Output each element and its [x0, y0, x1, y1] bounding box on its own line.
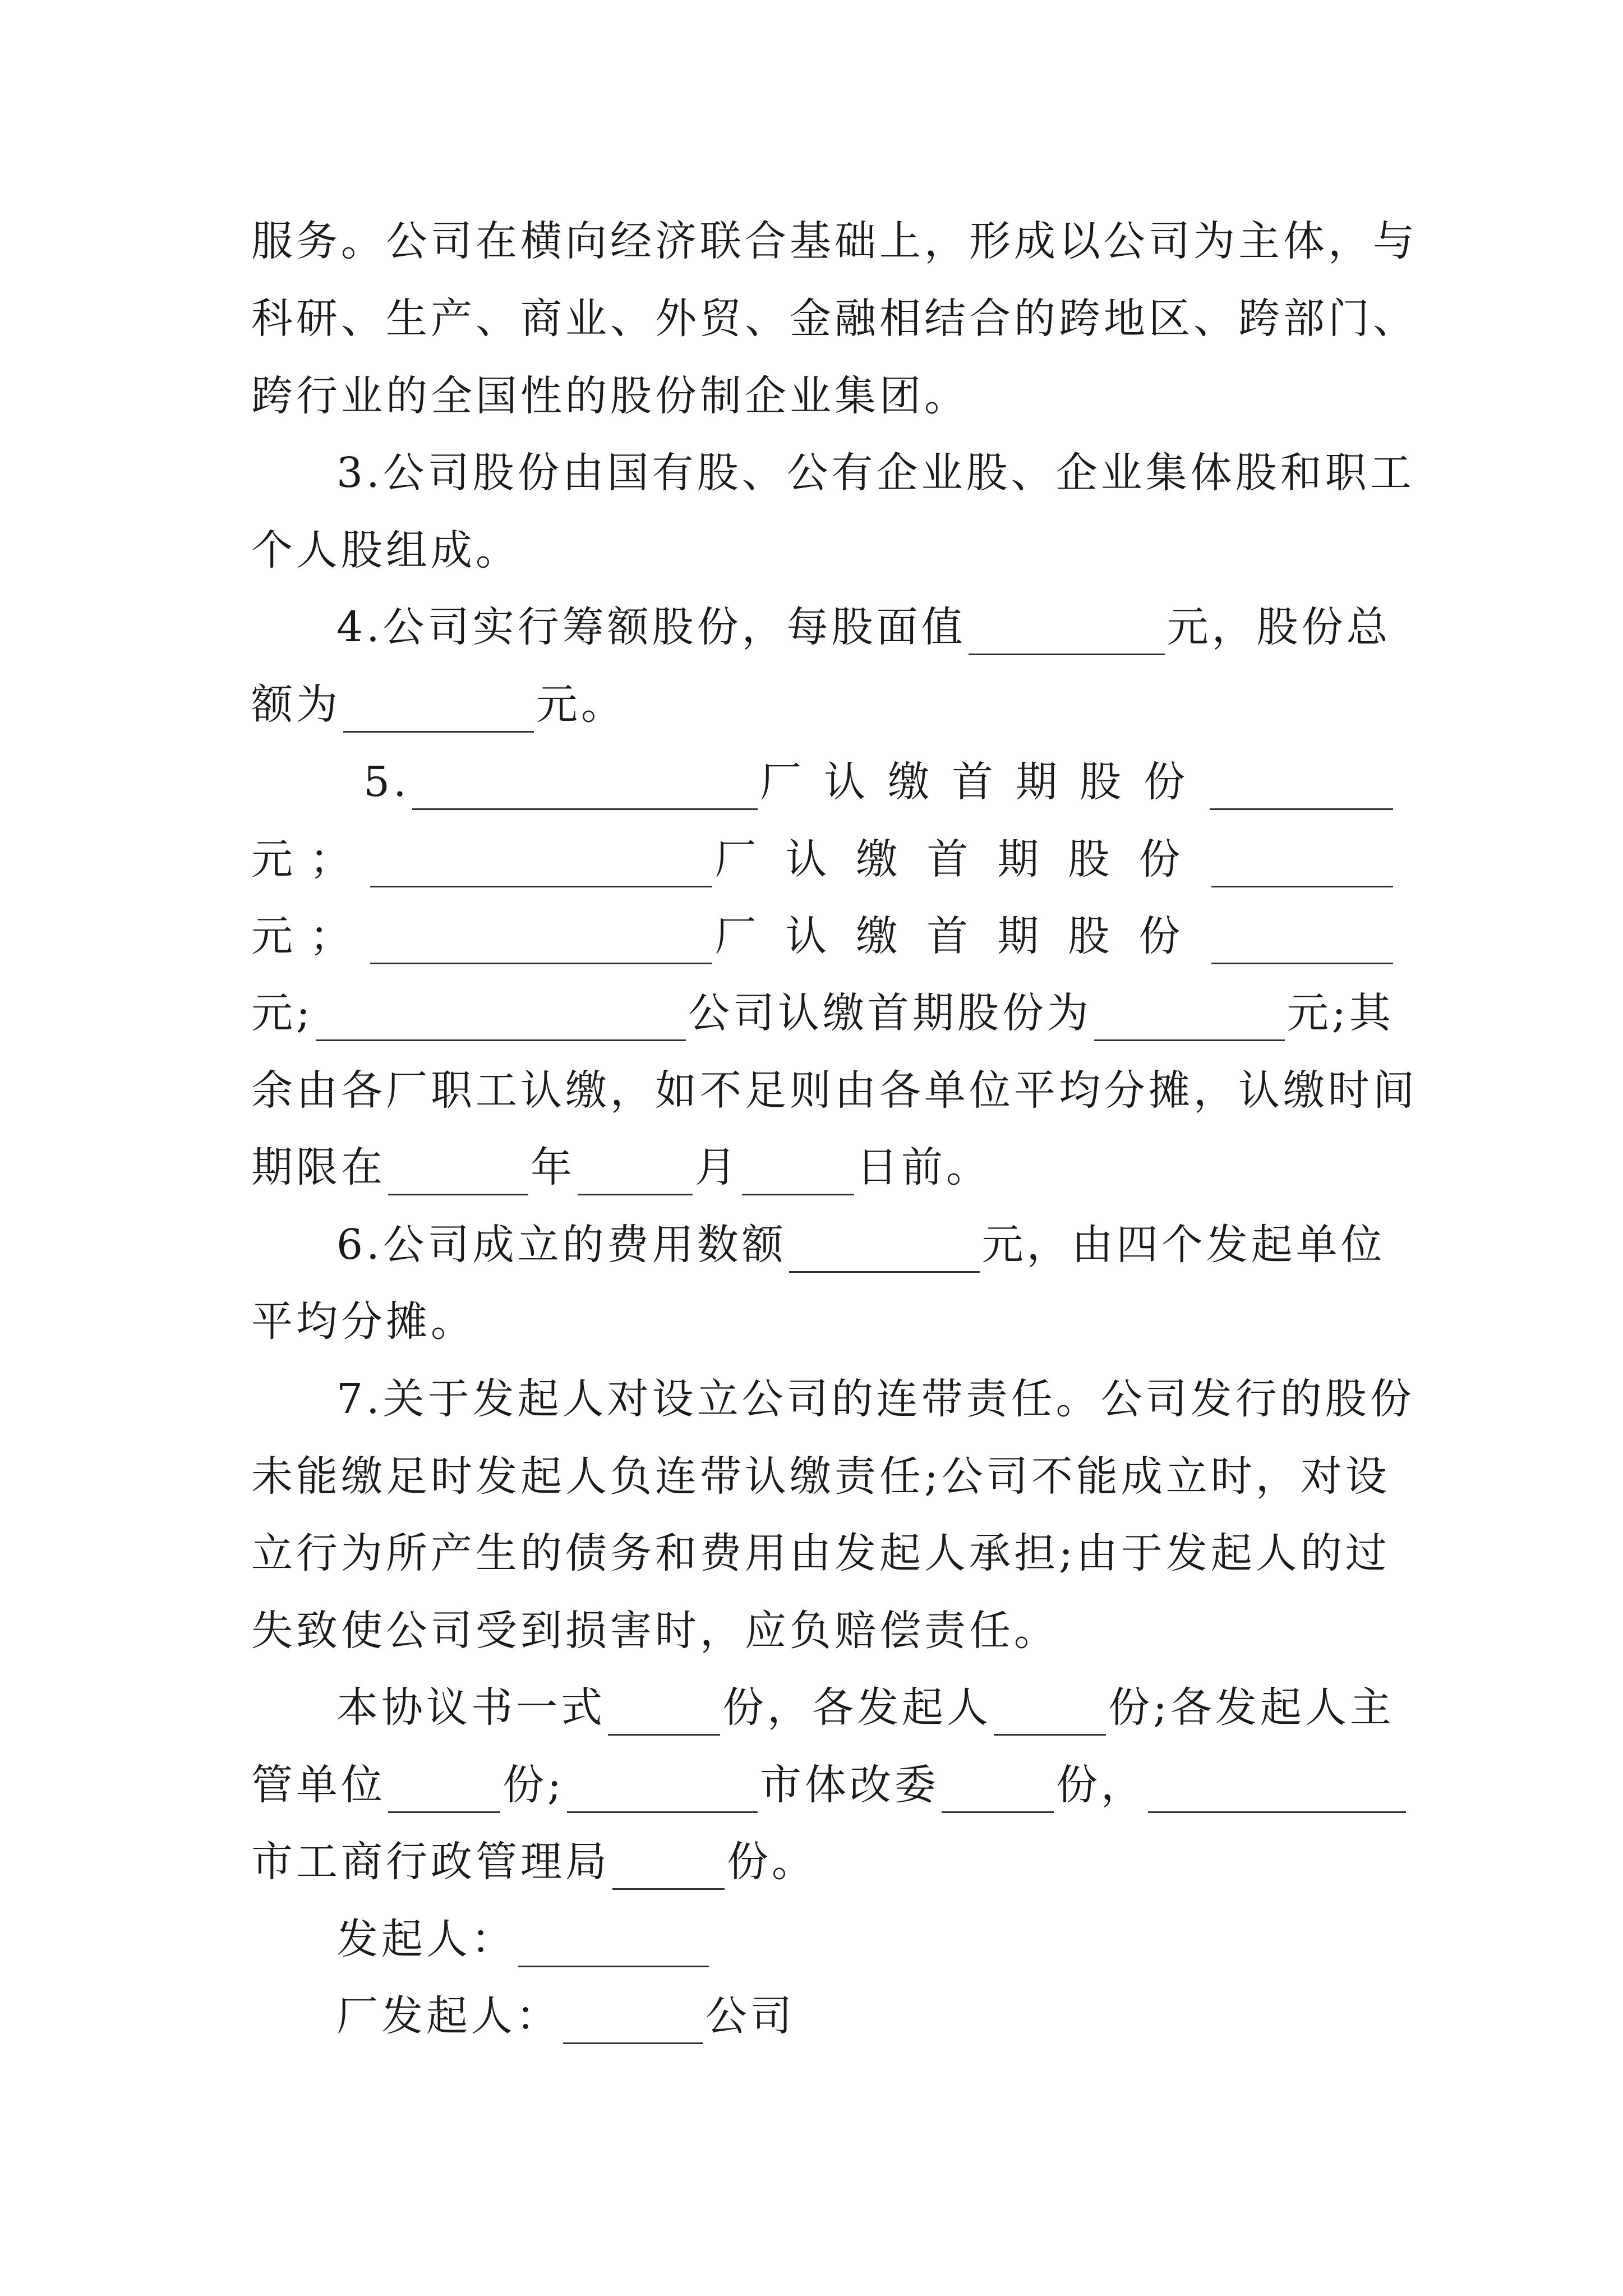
copies-text: 管单位 — [251, 1761, 386, 1809]
item-5-line — [251, 985, 1395, 1041]
copies-line — [251, 1834, 1395, 1890]
item-5-line — [363, 754, 1395, 810]
item-7-line: 未能缴足时发起人负连带认缴责任;公司不能成立时，对设 — [251, 1452, 1390, 1501]
para-line: 跨行业的全国性的股份制企业集团。 — [251, 372, 969, 420]
item-7-line: 立行为所产生的债务和费用由发起人承担;由于发起人的过 — [251, 1529, 1390, 1577]
day-blank — [742, 1150, 854, 1195]
shares-amount-blank — [1210, 765, 1393, 810]
copies-text: 份， — [1055, 1761, 1146, 1809]
copies-text: 份;各发起人主 — [1108, 1683, 1395, 1732]
item-3-line: 3.公司股份由国有股、公有企业股、企业集体股和职工 — [336, 449, 1415, 497]
company-name-blank — [316, 996, 686, 1041]
item-6-line: 平均分摊。 — [251, 1297, 476, 1346]
company-label: 公司 — [706, 1992, 795, 2040]
item-6-text: 6.公司成立的费用数额 — [336, 1221, 787, 1269]
item-4-text: 元，股份总 — [1166, 603, 1391, 651]
total-amount-blank — [343, 687, 534, 733]
copies-total-blank — [608, 1690, 720, 1736]
company-shares-blank — [1094, 996, 1285, 1041]
item-5-text: 元； — [251, 835, 368, 884]
item-5-line — [251, 908, 1395, 964]
promoter-label: 发起人： — [336, 1915, 516, 1963]
copies-line — [251, 1757, 1395, 1813]
item-7-line: 7.关于发起人对设立公司的连带责任。公司发行的股份 — [336, 1375, 1415, 1423]
item-5-text: 期限在 — [251, 1143, 386, 1191]
item-4-line — [336, 599, 1396, 655]
factory-promoter-blank — [563, 1999, 703, 2044]
item-5-text: 元； — [251, 912, 368, 960]
para-line: 服务。公司在横向经济联合基础上，形成以公司为主体，与 — [251, 217, 1418, 265]
item-4-text: 额为 — [251, 680, 341, 729]
copies-text: 市体改委 — [759, 1761, 939, 1809]
copies-text: 份; — [502, 1761, 565, 1809]
copies-promoter-blank — [994, 1690, 1106, 1736]
item-6-line — [336, 1217, 1396, 1273]
item-5-text: 年 — [531, 1143, 575, 1191]
city-name-blank — [1148, 1768, 1406, 1813]
item-5-text: 公司认缴首期股份为 — [688, 989, 1092, 1037]
copies-line — [336, 1680, 1396, 1736]
item-5-text: 日前。 — [856, 1143, 991, 1191]
item-5-number: 5. — [363, 758, 410, 806]
copies-reform-blank — [942, 1768, 1054, 1813]
item-4-text: 元。 — [536, 680, 626, 729]
shares-amount-blank — [1211, 842, 1393, 887]
copies-text: 份，各发起人 — [722, 1683, 992, 1732]
item-7-line: 失致使公司受到损害时，应负赔偿责任。 — [251, 1607, 1059, 1655]
factory-promoter-label: 厂发起人： — [336, 1992, 561, 2040]
par-value-blank — [969, 610, 1165, 655]
promoter-blank — [518, 1922, 709, 1967]
factory-name-blank — [412, 765, 758, 810]
para-line: 科研、生产、商业、外贸、金融相结合的跨地区、跨部门、 — [251, 295, 1418, 343]
item-6-text: 元，由四个发起单位 — [981, 1221, 1386, 1269]
item-5-text: 元; — [251, 989, 313, 1037]
shares-amount-blank — [1211, 919, 1393, 964]
item-5-text: 月 — [695, 1143, 740, 1191]
copies-text: 市工商行政管理局 — [251, 1838, 610, 1886]
year-blank — [388, 1150, 528, 1195]
copies-unit-blank — [388, 1768, 500, 1813]
copies-text: 份。 — [727, 1838, 817, 1886]
city-name-blank — [567, 1768, 758, 1813]
item-5-line: 余由各厂职工认缴，如不足则由各单位平均分摊，认缴时间 — [251, 1066, 1418, 1115]
item-5-text: 厂认缴首期股份 — [714, 835, 1210, 884]
factory-name-blank — [370, 919, 712, 964]
item-5-line — [251, 831, 1395, 887]
month-blank — [578, 1150, 693, 1195]
item-5-text: 元;其 — [1287, 989, 1394, 1037]
fee-amount-blank — [789, 1227, 980, 1273]
item-5-text: 厂认缴首期股份 — [760, 758, 1208, 806]
copies-text: 本协议书一式 — [336, 1683, 606, 1732]
item-4-line — [251, 677, 1395, 733]
item-4-text: 4.公司实行筹额股份，每股面值 — [336, 603, 966, 651]
factory-name-blank — [370, 842, 712, 887]
signature-line — [336, 1911, 1396, 1967]
item-5-text: 厂认缴首期股份 — [714, 912, 1210, 960]
item-5-line — [251, 1139, 1395, 1195]
signature-line — [336, 1988, 1396, 2044]
item-3-line: 个人股组成。 — [251, 526, 520, 574]
copies-bureau-blank — [612, 1844, 725, 1890]
